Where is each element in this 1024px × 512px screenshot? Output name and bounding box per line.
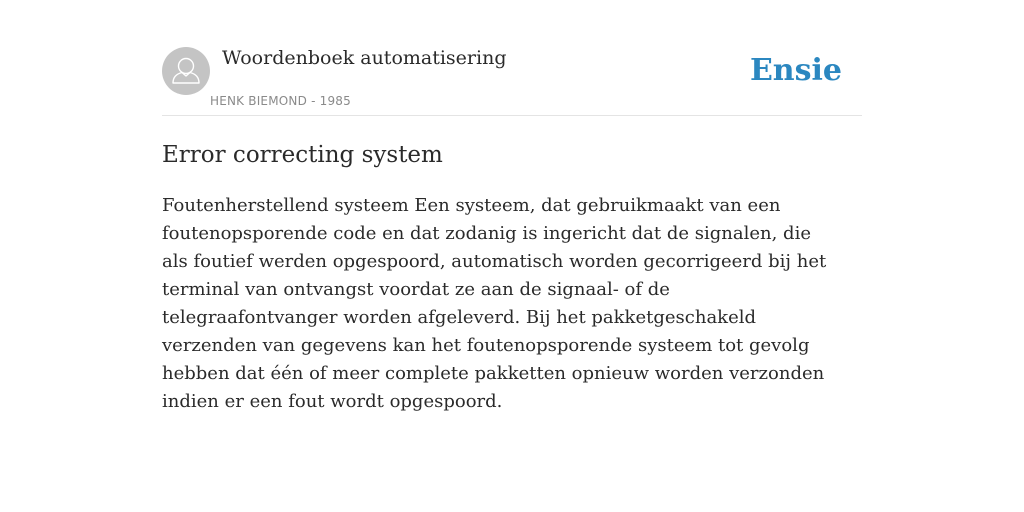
author-name[interactable]: HENK BIEMOND: [210, 94, 308, 108]
entry-definition: Foutenherstellend systeem Een systeem, dat gebruikmaakt van een foutenopsporende code en dat zodanig is ingericht dat de signalen, die als foutief werden opgespoord, automatisch worden gecorrigeerd bij het terminal van ontvangst voordat ze aan de signaal- of de telegraafontvanger worden afgeleverd. Bij het pakketgeschakeld verzenden van gegevens kan het foutenopsporende systeem tot gevolg hebben dat één of meer complete pakketten opnieuw worden verzonden indien er een fout wordt opgespoord.: [162, 195, 827, 412]
author-line: [210, 93, 351, 109]
avatar-silhouette-icon: [162, 47, 210, 95]
author-year-separator: -: [311, 94, 316, 108]
dictionary-header: [162, 46, 862, 116]
ensie-logo-link[interactable]: Ensie: [749, 53, 842, 88]
publication-year: 1985: [319, 94, 351, 108]
user-avatar-icon: [162, 47, 210, 95]
book-title[interactable]: Woordenboek automatisering: [222, 47, 507, 69]
entry-term: Error correcting system: [162, 142, 443, 168]
